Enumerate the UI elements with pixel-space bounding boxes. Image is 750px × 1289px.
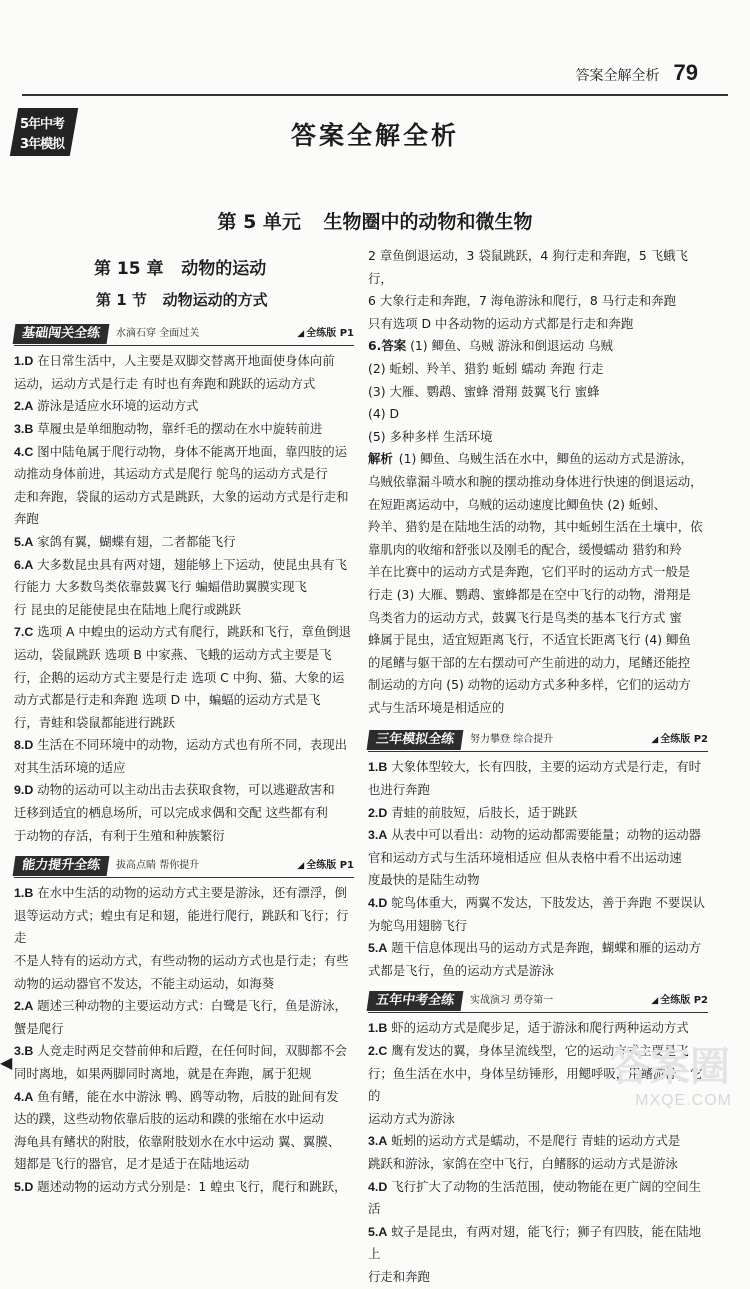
answer-text: 大多数昆虫具有两对翅，翅能够上下运动，使昆虫具有飞 — [37, 556, 348, 572]
answer-number: 3.B — [14, 1044, 34, 1059]
answer-item — [368, 824, 708, 892]
answer-text: 鸵鸟体重大，两翼不发达，下肢发达，善于奔跑 不要误认 — [391, 895, 706, 911]
text-line: 动推动身体前进，其运动方式是爬行 鸵鸟的运动方式是行 — [14, 466, 328, 482]
answer-number: 3.B — [14, 421, 34, 436]
text-line: 也进行奔跑 — [368, 782, 430, 798]
answer-text: 鱼有鳍，能在水中游泳 鸭、鸥等动物，后肢的趾间有发 — [37, 1088, 339, 1104]
text-line: 运动，袋鼠跳跃 选项 B 中家燕、飞蛾的运动方式主要是飞 — [14, 646, 332, 662]
answer-number: 2.A — [14, 999, 34, 1014]
answer-item — [368, 802, 708, 825]
text-line — [14, 1040, 354, 1063]
answer-text: 题干信息体现出马的运动方式是奔跑，蝴蝶和雁的运动方 — [391, 940, 702, 956]
left-column — [14, 250, 354, 1199]
answer-number: 2.A — [14, 399, 34, 414]
bar-motto: 拔高点睛 帮你提升 — [116, 859, 200, 871]
text-line — [14, 531, 354, 554]
answer-item — [14, 1040, 354, 1085]
answer-text: 游泳是适应水环境的运动方式 — [37, 398, 199, 414]
answer-item — [14, 531, 354, 554]
answer-number: 9.D — [14, 783, 34, 798]
analysis — [368, 448, 708, 719]
answer-number: 4.D — [368, 896, 388, 911]
basic-practice-bar — [14, 323, 354, 346]
logo-line-2: 3年模拟 — [20, 137, 65, 152]
answer-text: 鹰有发达的翼，身体呈流线型，它的运动方式主要是飞 — [391, 1043, 689, 1058]
answer-number: 1.D — [14, 354, 34, 369]
text-line: (1) 鲫鱼、乌贼 游泳和倒退运动 乌贼 — [410, 338, 613, 354]
text-line: 度最快的是陆生动物 — [368, 872, 480, 888]
text-line — [14, 395, 354, 418]
text-line: 官和运动方式与生活环境相适应 但从表格中看不出运动速 — [368, 849, 682, 865]
bar-ref: ◢ 全练版 P2 — [651, 990, 708, 1013]
text-line: 蜂属于昆虫，适宜短距离飞行，不适宜长距离飞行 (4) 鲫鱼 — [368, 632, 691, 648]
answer-number: 3.A — [368, 1134, 388, 1149]
answer-item — [14, 882, 354, 995]
text-line — [368, 824, 708, 847]
logo-line-1: 5年中考 — [20, 117, 65, 132]
answer-text: 从表中可以看出：动物的运动都需要能量；动物的运动器 — [391, 827, 702, 843]
text-line: 在短距离运动中，乌贼的运动速度比鲫鱼快 (2) 蚯蚓、 — [368, 496, 667, 512]
answer-item — [14, 779, 354, 847]
unit-title — [0, 207, 750, 234]
unit-label: 第 5 单元 — [217, 211, 301, 233]
text-line — [368, 937, 708, 960]
text-line: 不是人特有的运动方式，有些动物的运动方式也是行走；有些 — [14, 953, 349, 969]
header-label: 答案全解全析 — [575, 68, 660, 84]
answer-number: 6.A — [14, 557, 34, 572]
bar-tag: 能力提升全练 — [13, 856, 110, 876]
answer-number: 4.D — [368, 1179, 388, 1194]
text-line — [14, 1176, 354, 1199]
answer-item — [14, 1086, 354, 1176]
text-line: 制运动的方向 (5) 动物的运动方式多种多样，它们的运动方 — [368, 677, 691, 693]
text-line — [14, 734, 354, 757]
ability-practice-bar — [14, 855, 354, 878]
bar-ref: ◢ 全练版 P2 — [651, 729, 708, 752]
answer-text: 题述三种动物的主要运动方式：白鹭是飞行，鱼是游泳， — [37, 998, 348, 1014]
answer-item — [368, 1176, 708, 1221]
right-column — [368, 245, 708, 1289]
text-line: 动物的运动器官不发达，不能主动运动，如海葵 — [14, 975, 275, 991]
page-edge-arrow-icon: ◀ — [0, 1053, 13, 1072]
answer-number: 4.C — [14, 444, 34, 459]
text-line: 乌贼依靠漏斗喷水和腕的摆动推动身体进行快速的倒退运动， — [368, 473, 703, 489]
answer-text: 图中陆龟属于爬行动物，身体不能离开地面，靠四肢的运 — [37, 443, 348, 459]
text-line: (3) 大雁、鹦鹉、蜜蜂 滑翔 鼓翼飞行 蜜蜂 — [368, 383, 600, 399]
basic-answers — [14, 350, 354, 847]
text-line — [14, 350, 354, 373]
text-line — [368, 1176, 708, 1221]
three-year-practice-bar — [368, 729, 708, 752]
answer-text: 在水中生活的动物的运动方式主要是游泳，还有漂浮，倒 — [37, 885, 348, 901]
watermark-logo: 答案圈 — [610, 1045, 730, 1089]
text-line: 行 昆虫的足能使昆虫在陆地上爬行或跳跃 — [14, 601, 241, 617]
answer-text: 在日常生活中，人主要是双脚交替离开地面使身体向前 — [37, 353, 335, 369]
bar-tag: 三年模拟全练 — [367, 730, 464, 750]
continued-text — [368, 245, 708, 335]
text-line: 的尾鳍与躯干部的左右摆动可产生前进的动力，尾鳍还能控 — [368, 654, 691, 670]
bar-motto: 实战演习 勇夺第一 — [470, 995, 554, 1007]
answer-text: 蚊子是昆虫，有两对翅，能飞行；狮子有四肢，能在陆地上 — [368, 1223, 702, 1262]
bar-motto: 努力攀登 综合提升 — [470, 734, 554, 746]
section-name: 动物运动的方式 — [162, 290, 268, 309]
answer-number: 8.D — [14, 738, 34, 753]
answer-number: 7.C — [14, 625, 34, 640]
answer-number: 1.B — [368, 1021, 388, 1036]
text-line: 迁移到适宜的栖息场所，可以完成求偶和交配 这些都有利 — [14, 805, 328, 821]
answer-item — [14, 441, 354, 531]
answer-item — [14, 418, 354, 441]
answer-item — [368, 937, 708, 982]
bar-ref: ◢ 全练版 P1 — [297, 323, 354, 346]
answer-item — [14, 734, 354, 779]
analysis-label: 解析 — [368, 451, 393, 467]
answer-text: 草履虫是单细胞动物，靠纤毛的摆动在水中旋转前进 — [37, 420, 323, 436]
answer-item — [14, 995, 354, 1040]
answer-item — [368, 1221, 708, 1289]
text-line: 式都是飞行，鱼的运动方式是游泳 — [368, 962, 554, 978]
answer-item — [368, 892, 708, 937]
text-line — [368, 1221, 708, 1266]
section-title — [96, 289, 354, 312]
text-line — [14, 995, 354, 1018]
text-line: 同时离地，如果两脚同时离地，就是在奔跑，属于犯规 — [14, 1066, 312, 1081]
text-line: 海龟具有鳍状的附肢，依靠附肢划水在水中运动 翼、翼膜、 — [14, 1133, 341, 1149]
text-line: (4) D — [368, 406, 400, 422]
text-line: 退等运动方式；蝗虫有足和翅，能进行爬行，跳跃和飞行；行走 — [14, 907, 349, 946]
text-line: (1) 鲫鱼、乌贼生活在水中，鲫鱼的运动方式是游泳， — [398, 451, 693, 467]
text-line: 行；鱼生活在水中，身体呈纺锤形，用鳃呼吸，用鳍游泳，它的 — [368, 1065, 703, 1104]
text-line: 动方式都是行走和奔跑 选项 D 中，蝙蝠的运动方式是飞 — [14, 692, 321, 708]
page-number: 79 — [673, 60, 698, 85]
answer-item — [14, 554, 354, 622]
answer-6 — [368, 335, 708, 448]
text-line: 鸟类省力的运动方式，鼓翼飞行是鸟类的基本飞行方式 蜜 — [368, 609, 682, 625]
header-rule — [22, 94, 728, 96]
answer-item — [14, 395, 354, 418]
answer-number: 3.A — [368, 828, 388, 843]
chapter-label: 第 15 章 — [94, 259, 164, 279]
watermark-url: MXQE.COM — [635, 1092, 732, 1109]
text-line — [14, 621, 354, 644]
bar-tag: 基础闯关全练 — [13, 324, 110, 344]
ability-answers — [14, 882, 354, 1198]
answer-number: 2.C — [368, 1044, 388, 1058]
text-line: 跳跃和游泳，家鸽在空中飞行，白鳍豚的运动方式是游泳 — [368, 1155, 678, 1171]
text-line: 式与生活环境是相适应的 — [368, 699, 505, 715]
text-line — [368, 756, 708, 779]
answer-text: 家鸽有翼，蝴蝶有翅，二者都能飞行 — [37, 533, 236, 549]
text-line — [368, 802, 708, 825]
text-line — [14, 418, 354, 441]
text-line: 靠肌肉的收缩和舒张以及刚毛的配合，缓慢蠕动 猎豹和羚 — [368, 541, 682, 557]
bar-motto: 水滴石穿 全面过关 — [116, 327, 200, 339]
text-line: 蟹是爬行 — [14, 1020, 64, 1036]
chapter-title — [94, 258, 354, 281]
answer-text: 题述动物的运动方式分别是：1 蝗虫飞行，爬行和跳跃， — [37, 1178, 347, 1194]
bar-ref: ◢ 全练版 P1 — [297, 855, 354, 878]
text-line: 行，企鹅的运动方式主要是行走 选项 C 中狗、猫、大象的运 — [14, 669, 345, 685]
text-line: 对其生活环境的适应 — [14, 759, 126, 775]
five-year-practice-bar — [368, 990, 708, 1013]
text-line: 达的蹼，这些动物依靠后肢的运动和蹼的张缩在水中运动 — [14, 1111, 324, 1127]
text-line: 奔跑 — [14, 511, 39, 527]
text-line: 羚羊、猎豹是在陆地生活的动物，其中蚯蚓生活在土壤中，依 — [368, 519, 703, 535]
text-line: (5) 多种多样 生活环境 — [368, 428, 493, 444]
text-line: 羊在比赛中的运动方式是奔跑，它们平时的运动方式一般是 — [368, 564, 691, 580]
answer-number: 6.答案 — [368, 338, 407, 354]
text-line: 运动，运动方式是行走 有时也有奔跑和跳跃的运动方式 — [14, 375, 316, 391]
text-line: 行，青蛙和袋鼠都能进行跳跃 — [14, 714, 176, 730]
text-line: 只有选项 D 中各动物的运动方式都是行走和奔跑 — [368, 315, 634, 331]
text-line — [14, 441, 354, 464]
answer-number: 5.D — [14, 1179, 34, 1194]
text-line — [14, 554, 354, 577]
page-title: 答案全解全析 — [290, 121, 459, 150]
text-line: 翅都是飞行的器官，足才是适于在陆地运动 — [14, 1156, 250, 1172]
unit-name: 生物圈中的动物和微生物 — [323, 211, 533, 233]
three-year-answers — [368, 756, 708, 982]
answer-text: 青蛙的前肢短，后肢长，适于跳跃 — [391, 804, 578, 820]
text-line: 行走和奔跑 — [368, 1268, 430, 1284]
answer-item — [368, 1130, 708, 1175]
answer-item — [14, 621, 354, 734]
answer-text: 大象体型较大，长有四肢，主要的运动方式是行走，有时 — [391, 759, 702, 775]
answer-text: 虾的运动方式是爬步足，适于游泳和爬行两种运动方式 — [391, 1020, 689, 1036]
text-line: 6 大象行走和奔跑，7 海龟游泳和爬行，8 马行走和奔跑 — [368, 293, 677, 309]
chapter-name: 动物的运动 — [181, 259, 267, 279]
text-line: 运动方式为游泳 — [368, 1110, 455, 1126]
answer-text: 人竞走时两足交替前伸和后蹬，在任何时间，双脚都不会 — [37, 1043, 348, 1059]
text-line: 2 章鱼倒退运动，3 袋鼠跳跃，4 狗行走和奔跑，5 飞蛾飞行， — [368, 248, 688, 286]
text-line — [14, 1086, 354, 1109]
answer-number: 1.B — [368, 760, 388, 775]
text-line — [368, 1130, 708, 1153]
text-line: 行能力 大多数鸟类依靠鼓翼飞行 蝙蝠借助翼膜实现飞 — [14, 579, 307, 595]
answer-text: 飞行扩大了动物的生活范围，使动物能在更广阔的空间生活 — [368, 1178, 702, 1217]
text-line: (2) 蚯蚓、羚羊、猎豹 蚯蚓 蠕动 奔跑 行走 — [368, 360, 604, 376]
answer-number: 2.D — [368, 805, 388, 820]
answer-number: 5.A — [368, 941, 388, 956]
answer-number: 5.A — [14, 534, 34, 549]
answer-text: 蚯蚓的运动方式是蠕动，不是爬行 青蛙的运动方式是 — [391, 1133, 681, 1149]
answer-item — [368, 756, 708, 801]
answer-number: 5.A — [368, 1224, 388, 1239]
text-line: 为鸵鸟用翅膀飞行 — [368, 917, 468, 933]
page-header — [576, 60, 698, 86]
answer-item — [14, 1176, 354, 1199]
answer-number: 4.A — [14, 1089, 34, 1104]
answer-item — [14, 350, 354, 395]
answer-text: 选项 A 中蝗虫的运动方式有爬行，跳跃和飞行，章鱼倒退 — [37, 624, 352, 640]
text-line: 于动物的存活，有利于生殖和种族繁衍 — [14, 827, 225, 843]
bar-tag: 五年中考全练 — [367, 991, 464, 1011]
text-line — [14, 779, 354, 802]
answer-text: 动物的运动可以主动出击去获取食物，可以逃避敌害和 — [37, 782, 335, 798]
answer-text: 生活在不同环境中的动物，运动方式也有所不同，表现出 — [37, 737, 348, 753]
section-label: 第 1 节 — [96, 290, 147, 309]
text-line — [368, 892, 708, 915]
answer-number: 1.B — [14, 886, 34, 901]
text-line — [14, 882, 354, 905]
text-line: 行走 (3) 大雁、鹦鹉、蜜蜂都是在空中飞行的动物，滑翔是 — [368, 586, 691, 602]
text-line: 走和奔跑，袋鼠的运动方式是跳跃，大象的运动方式是行走和 — [14, 488, 349, 504]
